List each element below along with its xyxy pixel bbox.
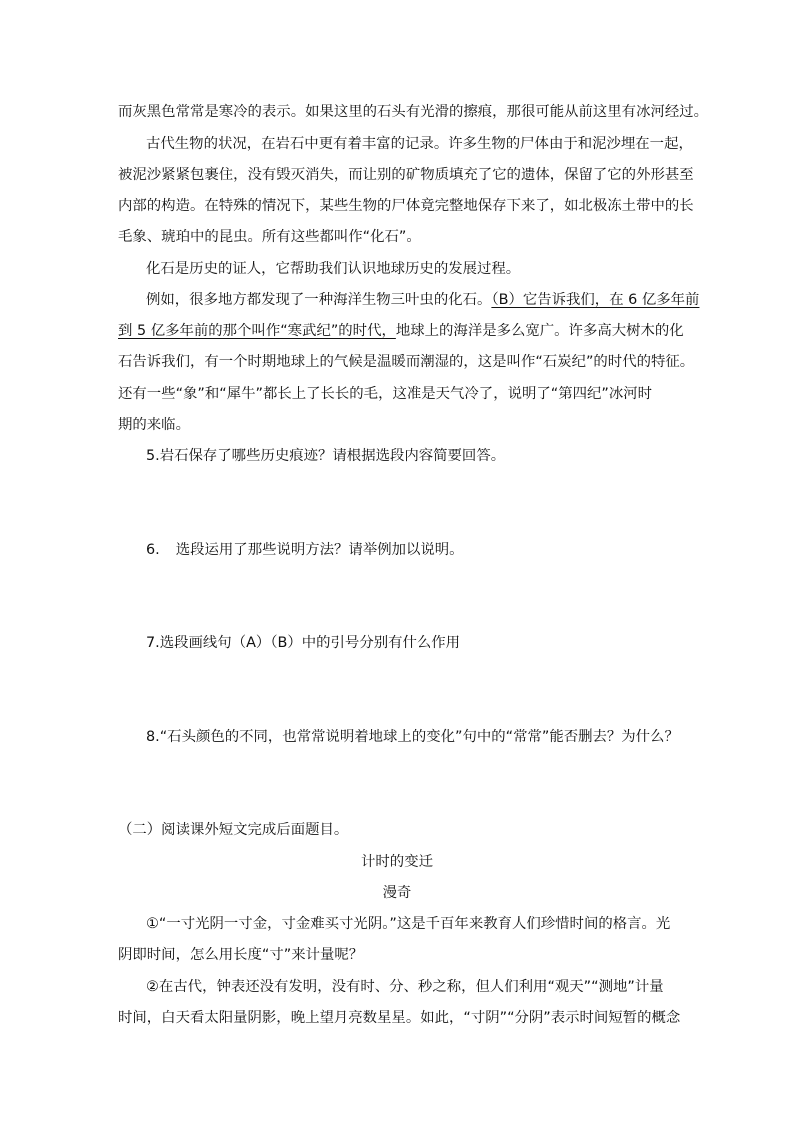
question-5: 5.岩石保存了哪些历史痕迹？请根据选段内容简要回答。 [146,448,506,464]
question-number: 6. [146,542,160,558]
question-8: 8.“石头颜色的不同，也常常说明着地球上的变化”句中的“常常”能否删去？为什么？ [146,729,679,745]
article-line: 时间，白天看太阳量阴影，晚上望月亮数星星。如此，“寸阴”“分阴”表示时间短暂的概念 [118,1010,681,1026]
question-6 [146,541,464,559]
passage-text: 地球上的海洋是多么宽广。许多高大树木的化 [395,323,684,339]
underlined-sentence-b: （B）它告诉我们，在 6 亿多年前 [491,292,700,308]
section-heading: （二）阅读课外短文完成后面题目。 [118,822,349,838]
passage-line: 期的来临。 [118,417,190,433]
passage-text: 例如，很多地方都发现了一种海洋生物三叶虫的化石。 [146,292,492,308]
passage-line: 内部的构造。在特殊的情况下，某些生物的尸体竟完整地保存下来了，如北极冻土带中的长 [118,198,694,214]
article-line: 阴即时间，怎么用长度“寸”来计量呢？ [118,947,364,963]
passage-line: 被泥沙紧紧包裹住，没有毁灭消失，而让别的矿物质填充了它的遗体，保留了它的外形甚至 [118,167,694,183]
passage-line: 石告诉我们，有一个时期地球上的气候是温暖而潮湿的，这是叫作“石炭纪”的时代的特征。 [118,354,695,370]
article-line: ②在古代，钟表还没有发明，没有时、分、秒之称，但人们利用“观天”“测地”计量 [146,979,664,995]
passage-line [118,322,684,340]
passage-line [146,291,699,309]
passage-line: 毛象、琥珀中的昆虫。所有这些都叫作“化石”。 [118,229,421,245]
article-title: 计时的变迁 [361,854,433,870]
passage-line: 古代生物的状况，在岩石中更有着丰富的记录。许多生物的尸体由于和泥沙埋在一起， [146,136,693,152]
underlined-sentence-b: 到 5 亿多年前的那个叫作“寒武纪”的时代， [118,323,396,339]
passage-line: 而灰黑色常常是寒冷的表示。如果这里的石头有光滑的擦痕，那很可能从前这里有冰河经过。 [118,104,709,120]
article-author: 漫奇 [382,885,412,901]
question-text: 选段运用了那些说明方法？请举例加以说明。 [175,542,464,558]
article-line: ①“一寸光阴一寸金，寸金难买寸光阴。”这是千百年来教育人们珍惜时间的格言。光 [146,916,671,932]
question-7: 7.选段画线句（A）（B）中的引号分别有什么作用 [146,635,461,651]
passage-line: 还有一些“象”和“犀牛”都长上了长长的毛，这准是天气冷了，说明了“第四纪”冰河时 [118,386,653,402]
passage-line: 化石是历史的证人，它帮助我们认识地球历史的发展过程。 [146,261,521,277]
